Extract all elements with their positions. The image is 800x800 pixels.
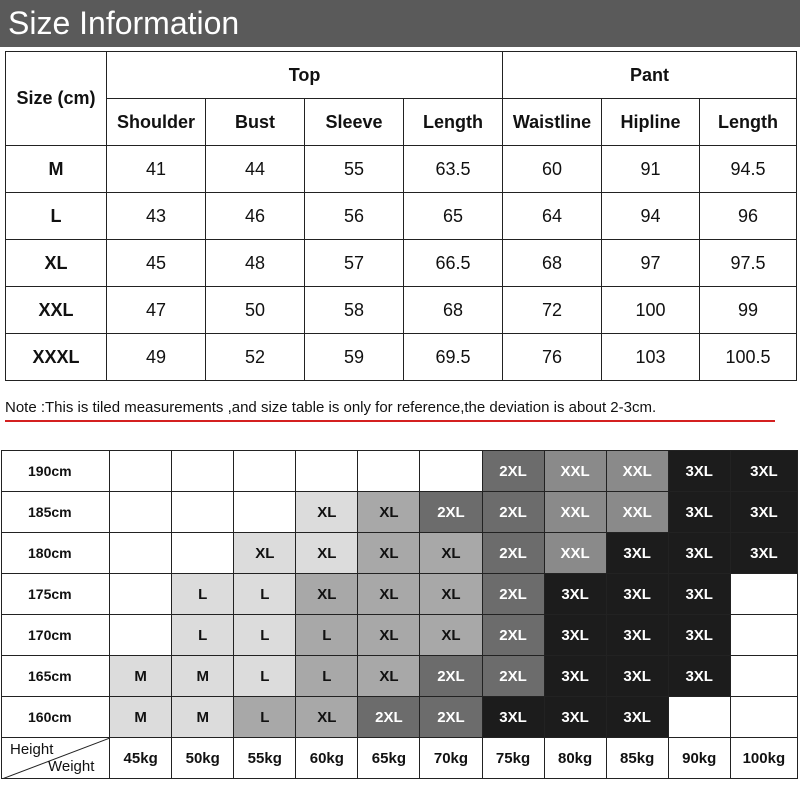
size-cell — [110, 451, 172, 492]
measurement-cell-pant-length: 94.5 — [700, 146, 797, 193]
size-cell: L — [234, 615, 296, 656]
size-cell: 3XL — [606, 615, 668, 656]
size-label: XXXL — [6, 334, 107, 381]
measurement-cell-sleeve: 59 — [305, 334, 404, 381]
measurement-cell-waistline: 76 — [503, 334, 602, 381]
measurement-cell-top-length: 63.5 — [404, 146, 503, 193]
size-cell — [296, 451, 358, 492]
size-cell: XL — [296, 697, 358, 738]
weight-label: 50kg — [172, 738, 234, 779]
measurement-cell-waistline: 64 — [503, 193, 602, 240]
size-label: M — [6, 146, 107, 193]
size-cell — [668, 697, 730, 738]
measurement-cell-hipline: 103 — [602, 334, 700, 381]
size-cell: 2XL — [482, 492, 544, 533]
size-cell: 3XL — [606, 533, 668, 574]
chart-row — [2, 656, 798, 697]
measurement-cell-shoulder: 45 — [107, 240, 206, 287]
size-cell: XL — [296, 533, 358, 574]
size-cell: XXL — [606, 451, 668, 492]
height-label: 160cm — [2, 697, 110, 738]
measurement-cell-sleeve: 55 — [305, 146, 404, 193]
size-cell: XL — [420, 533, 482, 574]
size-cell: 2XL — [482, 574, 544, 615]
size-cell — [358, 451, 420, 492]
chart-row — [2, 697, 798, 738]
weight-label: 70kg — [420, 738, 482, 779]
chart-row — [2, 533, 798, 574]
column-header-top-length: Length — [404, 99, 503, 146]
measurement-cell-hipline: 91 — [602, 146, 700, 193]
measurement-cell-waistline: 60 — [503, 146, 602, 193]
size-cell: XL — [358, 615, 420, 656]
size-cell: 3XL — [730, 451, 797, 492]
size-cell — [110, 492, 172, 533]
measurement-cell-bust: 44 — [206, 146, 305, 193]
measurement-cell-pant-length: 96 — [700, 193, 797, 240]
size-label: XL — [6, 240, 107, 287]
height-label: 165cm — [2, 656, 110, 697]
size-column-header: Size (cm) — [6, 52, 107, 146]
weight-label: 55kg — [234, 738, 296, 779]
size-cell: 2XL — [482, 656, 544, 697]
weight-label: 65kg — [358, 738, 420, 779]
size-cell: XL — [296, 574, 358, 615]
measurement-cell-waistline: 72 — [503, 287, 602, 334]
size-cell: 2XL — [420, 492, 482, 533]
weight-label: 60kg — [296, 738, 358, 779]
measurement-cell-waistline: 68 — [503, 240, 602, 287]
measurement-cell-top-length: 68 — [404, 287, 503, 334]
top-group-header: Top — [107, 52, 503, 99]
size-cell: 3XL — [730, 492, 797, 533]
size-cell: XL — [234, 533, 296, 574]
height-label: 175cm — [2, 574, 110, 615]
size-cell: XL — [358, 574, 420, 615]
size-cell — [110, 615, 172, 656]
size-cell: XL — [358, 533, 420, 574]
size-cell: 2XL — [482, 451, 544, 492]
page-title: Size Information — [8, 5, 240, 41]
measurement-cell-bust: 48 — [206, 240, 305, 287]
size-cell: 3XL — [668, 574, 730, 615]
size-cell — [110, 533, 172, 574]
measurement-cell-shoulder: 49 — [107, 334, 206, 381]
size-cell: L — [296, 615, 358, 656]
size-cell — [234, 492, 296, 533]
size-cell: XXL — [544, 492, 606, 533]
size-cell: XXL — [606, 492, 668, 533]
size-cell: XL — [358, 492, 420, 533]
measurement-cell-pant-length: 100.5 — [700, 334, 797, 381]
measurement-cell-top-length: 65 — [404, 193, 503, 240]
size-cell: M — [110, 656, 172, 697]
chart-row — [2, 492, 798, 533]
measurement-cell-sleeve: 58 — [305, 287, 404, 334]
pant-group-header: Pant — [503, 52, 797, 99]
size-cell: 3XL — [544, 656, 606, 697]
size-cell: XL — [296, 492, 358, 533]
size-cell: 3XL — [730, 533, 797, 574]
size-cell — [172, 533, 234, 574]
column-header-shoulder: Shoulder — [107, 99, 206, 146]
size-cell — [730, 656, 797, 697]
weight-label: 100kg — [730, 738, 797, 779]
size-cell: XL — [420, 615, 482, 656]
chart-row — [2, 451, 798, 492]
column-header-waistline: Waistline — [503, 99, 602, 146]
size-cell: M — [172, 656, 234, 697]
size-cell: 3XL — [606, 697, 668, 738]
size-cell — [110, 574, 172, 615]
measurement-cell-pant-length: 99 — [700, 287, 797, 334]
height-label: 180cm — [2, 533, 110, 574]
weight-row — [2, 738, 798, 779]
size-cell: 2XL — [420, 697, 482, 738]
size-cell: 2XL — [482, 615, 544, 656]
weight-label: 45kg — [110, 738, 172, 779]
column-header-bust: Bust — [206, 99, 305, 146]
measurement-cell-sleeve: 57 — [305, 240, 404, 287]
measurement-cell-pant-length: 97.5 — [700, 240, 797, 287]
measurement-cell-bust: 50 — [206, 287, 305, 334]
size-cell: 2XL — [420, 656, 482, 697]
size-cell: 3XL — [668, 492, 730, 533]
measurement-note: Note :This is tiled measurements ,and size table is only for reference,the deviation is about 2-3cm. — [5, 398, 775, 422]
size-cell: L — [234, 697, 296, 738]
size-cell: XL — [420, 574, 482, 615]
measurement-cell-bust: 46 — [206, 193, 305, 240]
table-row — [6, 287, 797, 334]
size-cell — [730, 615, 797, 656]
measurement-cell-sleeve: 56 — [305, 193, 404, 240]
measurement-cell-shoulder: 47 — [107, 287, 206, 334]
size-cell: 3XL — [606, 656, 668, 697]
measurement-cell-hipline: 97 — [602, 240, 700, 287]
measurement-cell-shoulder: 43 — [107, 193, 206, 240]
table-row — [6, 146, 797, 193]
measurement-cell-hipline: 100 — [602, 287, 700, 334]
size-cell — [172, 451, 234, 492]
height-weight-corner — [2, 738, 110, 779]
title-bar — [0, 0, 800, 47]
column-header-hipline: Hipline — [602, 99, 700, 146]
size-cell: XXL — [544, 451, 606, 492]
size-cell: 3XL — [668, 615, 730, 656]
size-cell: 2XL — [358, 697, 420, 738]
size-cell: L — [234, 656, 296, 697]
measurement-cell-bust: 52 — [206, 334, 305, 381]
weight-axis-label: Weight — [48, 758, 95, 775]
table-row — [6, 240, 797, 287]
size-cell: 3XL — [668, 533, 730, 574]
measurement-cell-top-length: 69.5 — [404, 334, 503, 381]
size-cell: 2XL — [482, 533, 544, 574]
size-cell: 3XL — [482, 697, 544, 738]
size-cell: 3XL — [544, 615, 606, 656]
size-cell — [234, 451, 296, 492]
weight-label: 75kg — [482, 738, 544, 779]
table-row — [6, 193, 797, 240]
size-cell: XL — [358, 656, 420, 697]
column-header-pant-length: Length — [700, 99, 797, 146]
size-cell: M — [110, 697, 172, 738]
size-cell — [730, 697, 797, 738]
weight-label: 80kg — [544, 738, 606, 779]
height-label: 185cm — [2, 492, 110, 533]
table-row — [6, 334, 797, 381]
size-cell: 3XL — [606, 574, 668, 615]
size-cell: 3XL — [544, 697, 606, 738]
measurement-cell-shoulder: 41 — [107, 146, 206, 193]
size-cell — [172, 492, 234, 533]
height-axis-label: Height — [10, 741, 54, 758]
column-header-sleeve: Sleeve — [305, 99, 404, 146]
weight-label: 85kg — [606, 738, 668, 779]
size-cell: L — [172, 574, 234, 615]
chart-row — [2, 615, 798, 656]
size-cell — [730, 574, 797, 615]
chart-row — [2, 574, 798, 615]
size-cell: 3XL — [544, 574, 606, 615]
size-measurement-table — [5, 51, 797, 381]
size-cell — [420, 451, 482, 492]
measurement-cell-top-length: 66.5 — [404, 240, 503, 287]
size-label: XXL — [6, 287, 107, 334]
weight-label: 90kg — [668, 738, 730, 779]
size-cell: L — [234, 574, 296, 615]
size-cell: M — [172, 697, 234, 738]
size-cell: 3XL — [668, 451, 730, 492]
height-label: 170cm — [2, 615, 110, 656]
height-weight-size-chart — [1, 450, 798, 779]
size-cell: XXL — [544, 533, 606, 574]
height-label: 190cm — [2, 451, 110, 492]
size-cell: 3XL — [668, 656, 730, 697]
size-cell: L — [296, 656, 358, 697]
size-cell: L — [172, 615, 234, 656]
size-label: L — [6, 193, 107, 240]
measurement-cell-hipline: 94 — [602, 193, 700, 240]
